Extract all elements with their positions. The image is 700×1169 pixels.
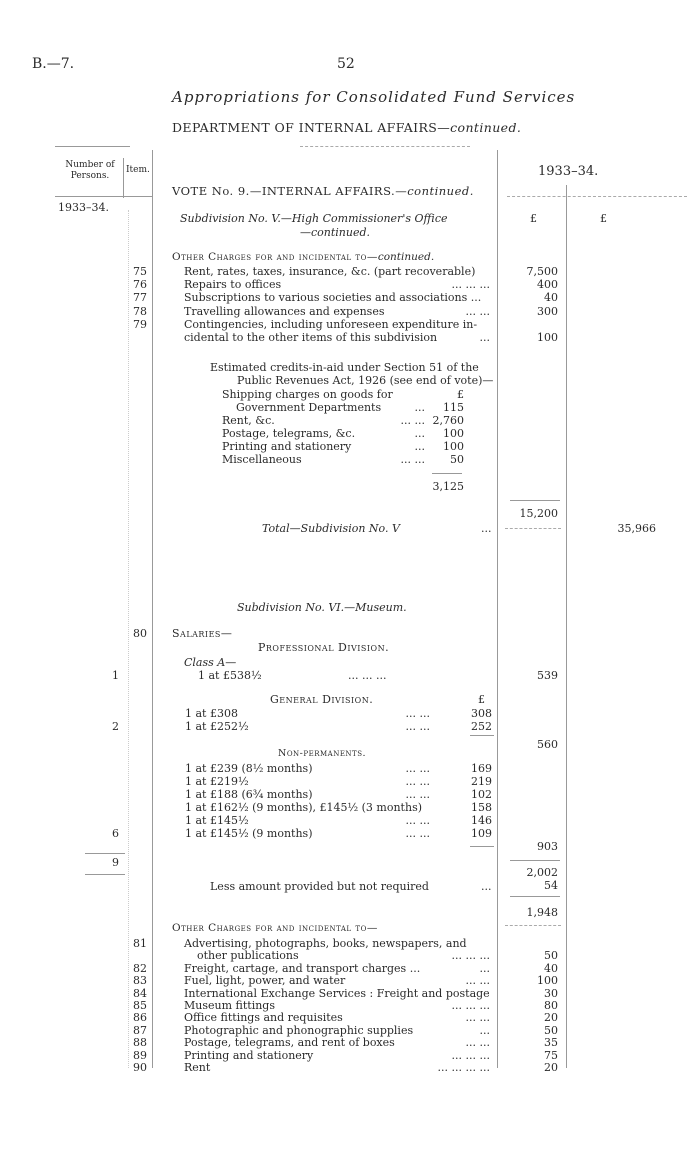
nonperm-line-description: 1 at £188 (6¾ months) (185, 788, 313, 801)
sub6-item-dots: ... ... (465, 1011, 490, 1025)
credits-total: 3,125 (432, 480, 464, 493)
professional-division-heading: Professional Division. (258, 641, 390, 654)
sub5-item-number: 78 (133, 304, 147, 318)
credit-description: Postage, telegrams, &c. (222, 427, 356, 440)
credit-amount: 100 (443, 427, 464, 440)
nonperm-line-description: 1 at £145½ (185, 814, 249, 827)
sub5-item-amount: 100 (537, 331, 558, 344)
sub6-item-dots: ... ... (465, 974, 490, 988)
other-charges-heading-vi: Other Charges for and incidental to— (172, 922, 378, 934)
subdivision-vi-title: Subdivision No. VI.—Museum. (237, 601, 407, 614)
nonperm-persons: 6 (112, 827, 119, 840)
credit-dots: ... (414, 427, 425, 440)
year-header-right: 1933–34. (538, 164, 599, 179)
number-of-persons-header: Number of Persons. (65, 160, 115, 181)
sub5-item-description: cidental to the other items of this subdivision (184, 331, 438, 344)
credit-description: Shipping charges on goods for (222, 388, 393, 401)
col-divider-total (566, 185, 567, 1068)
nonperm-line-amount: 146 (471, 814, 492, 827)
other-charges-label: Other Charges for and incidental to— (172, 251, 378, 263)
credit-amount: 100 (443, 440, 464, 453)
sub6-item-amount: 50 (544, 1023, 558, 1037)
less-amount-value: 54 (544, 879, 558, 892)
sub6-item-description: Museum fittings (184, 999, 275, 1012)
sub5-item-amount: 400 (537, 278, 558, 292)
sub6-item-amount: 30 (544, 986, 558, 1000)
sub6-item-dots: ... ... ... ... (437, 1061, 490, 1074)
credit-dots: ... ... (400, 414, 425, 427)
sub6-item-description: International Exchange Services : Freight and postage (184, 986, 490, 1000)
sub6-item-dots: ... ... ... (451, 949, 490, 963)
other-charges-heading-v (172, 251, 434, 263)
nonperm-line-description: 1 at £145½ (9 months) (185, 827, 313, 840)
department-heading (172, 120, 521, 135)
sub6-item-number: 89 (133, 1048, 147, 1062)
sub5-item-number: 77 (133, 291, 147, 305)
credits-heading-l2: Public Revenues Act, 1926 (see end of vote)— (237, 374, 494, 387)
non-permanents-total: 903 (537, 840, 558, 853)
salaries-sum: 2,002 (526, 866, 558, 879)
sub6-item-amount: 50 (544, 949, 558, 963)
nonperm-line-dots: ... ... (405, 788, 430, 801)
col-divider-persons-head (123, 158, 124, 198)
nonperm-line-amount: 219 (471, 775, 492, 788)
vote-grand-total: 35,966 (617, 522, 656, 535)
general-line-description: 1 at £252½ (185, 720, 249, 733)
credits-rule (432, 473, 462, 474)
sub6-item-description: Photographic and phonographic supplies (184, 1023, 414, 1037)
nonperm-line-amount: 169 (471, 762, 492, 775)
sub6-item-amount: 35 (544, 1036, 558, 1050)
sub6-item-description: other publications (197, 949, 299, 963)
sub6-item-dots: ... (479, 1023, 490, 1037)
persons-total: 9 (112, 856, 119, 869)
salaries-heading: Salaries— (172, 627, 233, 640)
sub5-item-dots: ... ... (465, 304, 490, 318)
credit-amount: 115 (443, 401, 464, 414)
sub5-item-number: 75 (133, 265, 147, 278)
persons-rule-top (85, 853, 125, 854)
sub6-item-dots: ... (479, 961, 490, 975)
general-division-heading: General Division. (270, 693, 374, 706)
sub5-item-description: Contingencies, including unforeseen expenditure in- (184, 317, 478, 331)
sub6-item-number: 85 (133, 999, 147, 1012)
class-a-dots: ... ... ... (348, 669, 387, 682)
sub6-item-number: 90 (133, 1061, 147, 1074)
sub5-item-dots: ... (479, 331, 490, 344)
sub6-item-dots: ... ... (465, 1036, 490, 1050)
subdivision-v-sum: 15,200 (519, 507, 558, 520)
general-line-amount: 308 (471, 707, 492, 720)
sub6-item-amount: 40 (544, 961, 558, 975)
sub5-item-number: 79 (133, 317, 147, 331)
credit-description: Government Departments (236, 401, 382, 414)
salaries-sum-rule (510, 860, 560, 861)
header-rule (300, 146, 470, 147)
sub6-item-description: Printing and stationery (184, 1048, 314, 1062)
general-division-total: 560 (537, 738, 558, 751)
credit-dots: ... (414, 440, 425, 453)
credit-amount: 50 (450, 453, 464, 466)
top-rule-left (55, 146, 130, 147)
sub6-item-amount: 20 (544, 1011, 558, 1025)
year-header-left: 1933–34. (58, 201, 109, 214)
page-title: Appropriations for Consolidated Fund Services (172, 88, 576, 106)
sub6-item-number: 86 (133, 1011, 147, 1025)
sub5-item-description: Rent, rates, taxes, insurance, &c. (part recoverable) (184, 265, 476, 278)
sub5-rule (510, 500, 560, 501)
sub6-item-number: 84 (133, 986, 147, 1000)
sub6-item-description: Office fittings and requisites (184, 1011, 343, 1025)
general-line-dots: ... ... (405, 720, 430, 733)
vote-title: VOTE No. 9.—INTERNAL AFFAIRS.— (172, 184, 408, 198)
sub6-item-number: 81 (133, 937, 147, 950)
pound-header-amount: £ (530, 212, 537, 225)
credit-amount: 2,760 (432, 414, 464, 427)
net-salaries: 1,948 (526, 906, 558, 919)
nonperm-line-description: 1 at £219½ (185, 775, 249, 788)
vote-continued: continued. (407, 184, 474, 198)
general-line-description: 1 at £308 (185, 707, 238, 720)
general-persons: 2 (112, 720, 119, 733)
general-rule (470, 735, 494, 736)
sub5-item-description: Repairs to offices (184, 278, 282, 292)
credit-description: Printing and stationery (222, 440, 352, 453)
nonperm-line-dots: ... ... (405, 775, 430, 788)
sub6-item-number: 82 (133, 961, 147, 975)
sub5-item-number: 76 (133, 278, 147, 292)
net-salaries-underline (505, 925, 561, 926)
nonperm-line-dots: ... ... (405, 814, 430, 827)
class-a-line: 1 at £538½ (198, 669, 262, 682)
sub5-item-amount: 7,500 (526, 265, 558, 278)
page-number: 52 (337, 56, 355, 72)
subdivision-v-title-cont: —continued. (300, 226, 371, 239)
sub5-item-description: Subscriptions to various societies and associations ... (184, 291, 482, 305)
sub6-item-description: Freight, cartage, and transport charges ... (184, 961, 421, 975)
nonperm-line-description: 1 at £162½ (9 months), £145½ (3 months) (185, 801, 422, 814)
sub6-item-amount: 75 (544, 1048, 558, 1062)
sub6-item-description: Advertising, photographs, books, newspapers, and (184, 937, 467, 950)
nonperm-line-description: 1 at £239 (8½ months) (185, 762, 313, 775)
sub6-item-number: 83 (133, 974, 147, 988)
credits-heading-l1: Estimated credits-in-aid under Section 51 of the (210, 361, 479, 374)
net-salaries-rule (510, 896, 560, 897)
department-name: DEPARTMENT OF INTERNAL AFFAIRS— (172, 120, 451, 135)
head-rule-left (55, 196, 152, 197)
vote-heading (172, 184, 474, 198)
credit-description: Rent, &c. (222, 414, 275, 427)
credit-dots: ... (414, 401, 425, 414)
total-subdivision-v-label: Total—Subdivision No. V (262, 522, 400, 535)
document-reference: B.—7. (32, 56, 75, 72)
sub6-item-amount: 100 (537, 974, 558, 988)
credit-dots: ... ... (400, 453, 425, 466)
nonperm-line-amount: 158 (471, 801, 492, 814)
department-continued: continued. (450, 120, 522, 135)
less-amount-dots: ... (481, 880, 492, 893)
col-divider-item (152, 150, 153, 1068)
class-a-persons: 1 (112, 669, 119, 682)
sub6-item-amount: 20 (544, 1061, 558, 1074)
nonperm-line-amount: 102 (471, 788, 492, 801)
sub6-item-description: Fuel, light, power, and water (184, 974, 346, 988)
nonperm-line-dots: ... ... (405, 827, 430, 840)
credit-amount: £ (457, 388, 464, 401)
class-a-amount: 539 (537, 669, 558, 682)
sub5-item-amount: 300 (537, 304, 558, 318)
sub5-item-description: Travelling allowances and expenses (184, 304, 385, 318)
col-divider-amount (497, 150, 498, 1068)
sub5-item-dots: ... ... ... (451, 278, 490, 292)
col-divider-persons (128, 210, 129, 1068)
credit-description: Miscellaneous (222, 453, 302, 466)
other-charges-continued: continued. (377, 251, 435, 263)
general-line-amount: 252 (471, 720, 492, 733)
nonperm-line-dots: ... ... (405, 762, 430, 775)
less-amount-label: Less amount provided but not required (210, 880, 429, 893)
persons-rule-bottom (85, 874, 125, 875)
head-rule-right (507, 196, 687, 197)
subdivision-v-title: Subdivision No. V.—High Commissioner's Office (180, 212, 448, 225)
sub5-item-amount: 40 (544, 291, 558, 305)
sub6-item-description: Rent (184, 1061, 211, 1074)
sub5-total-rule (505, 528, 561, 529)
nonperm-line-amount: 109 (471, 827, 492, 840)
general-line-dots: ... ... (405, 707, 430, 720)
sub6-item-amount: 80 (544, 999, 558, 1012)
pound-header-total: £ (600, 212, 607, 225)
sub6-item-number: 88 (133, 1036, 147, 1050)
sub6-item-dots: ... ... ... (451, 999, 490, 1012)
total-subdivision-v-dots: ... (481, 522, 492, 535)
sub6-item-description: Postage, telegrams, and rent of boxes (184, 1036, 395, 1050)
general-division-pound: £ (478, 693, 485, 706)
sub6-item-dots: ... ... ... (451, 1048, 490, 1062)
non-permanents-heading: Non-permanents. (278, 748, 367, 759)
nonperm-rule (470, 846, 494, 847)
sub6-item-number: 87 (133, 1023, 147, 1037)
salaries-item-number: 80 (133, 627, 147, 640)
class-a-heading: Class A— (184, 656, 237, 669)
item-header: Item. (126, 165, 150, 175)
